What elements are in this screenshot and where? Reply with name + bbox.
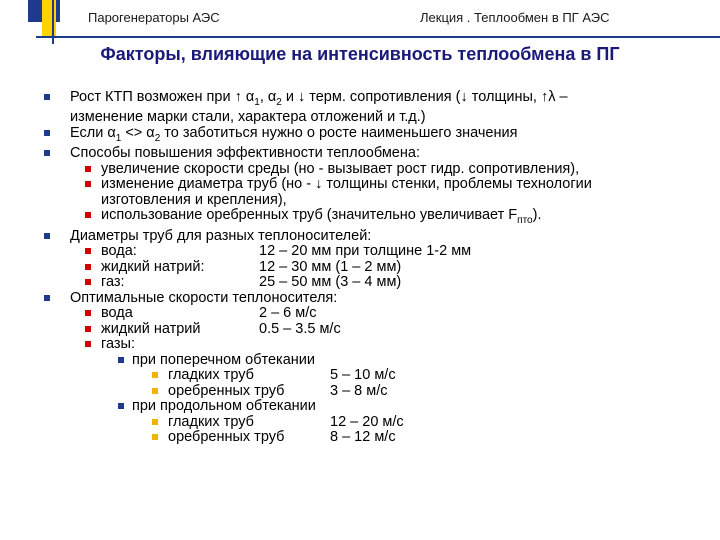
sub-sub-sub-list-item <box>44 384 714 400</box>
item-text: Способы повышения эффективности теплообмена: <box>70 145 420 162</box>
slide-content <box>44 90 714 446</box>
sub-list-item <box>44 306 714 322</box>
sub-list-item <box>44 177 714 193</box>
bullet-yellow-icon <box>152 372 158 378</box>
item-value: 2 – 6 м/с <box>259 305 317 322</box>
item-label: оребренных труб <box>168 429 285 446</box>
bullet-red-icon <box>85 264 91 270</box>
bullet-red-icon <box>85 341 91 347</box>
sub-sub-sub-list-item <box>44 430 714 446</box>
bullet-red-icon <box>85 326 91 332</box>
item-text: использование оребренных труб (значительно увеличивает F <box>101 207 518 224</box>
item-text: Рост КТП возможен при ↑ α <box>70 89 255 105</box>
subscript: пто <box>517 215 533 227</box>
item-text: Диаметры труб для разных теплоносителей: <box>70 227 372 244</box>
bullet-red-icon <box>85 248 91 254</box>
header-lecture-title: Лекция . Теплообмен в ПГ АЭС <box>420 10 610 25</box>
sub-list-item <box>44 162 714 178</box>
item-value: 12 – 20 м/с <box>330 413 404 430</box>
sub-list-item <box>44 260 714 276</box>
list-item <box>44 291 714 307</box>
item-value: 25 – 50 мм (3 – 4 мм) <box>259 274 402 291</box>
bullet-yellow-icon <box>152 419 158 425</box>
bullet-square-icon <box>44 94 50 100</box>
header-horizontal-line <box>36 36 720 38</box>
item-text: при поперечном обтекании <box>132 351 315 368</box>
sub-list-item <box>44 244 714 260</box>
item-text: , α <box>259 89 277 105</box>
item-text: при продольном обтекании <box>132 398 316 415</box>
item-label: газ: <box>101 274 125 291</box>
subscript: 2 <box>276 96 282 108</box>
bullet-blue-icon <box>118 403 124 409</box>
sub-sub-sub-list-item <box>44 368 714 384</box>
item-value: 8 – 12 м/с <box>330 429 396 446</box>
item-label: гладких труб <box>168 367 254 384</box>
item-continuation: изготовления и крепления), <box>101 191 287 208</box>
item-value: 12 – 30 мм (1 – 2 мм) <box>259 258 402 275</box>
item-label: вода: <box>101 243 137 260</box>
item-value: 5 – 10 м/с <box>330 367 396 384</box>
sub-list-item <box>44 322 714 338</box>
item-label: газы: <box>101 336 135 353</box>
item-continuation: изменение марки стали, характера отложений и т.д.) <box>70 109 426 126</box>
item-label: оребренных труб <box>168 382 285 399</box>
item-value: 3 – 8 м/с <box>330 382 388 399</box>
bullet-red-icon <box>85 212 91 218</box>
item-text: <> α <box>121 124 155 141</box>
list-item <box>44 146 714 162</box>
bullet-red-icon <box>85 181 91 187</box>
item-text: то заботиться нужно о росте наименьшего значения <box>160 124 518 141</box>
bullet-square-icon <box>44 150 50 156</box>
item-text: ). <box>532 207 542 224</box>
list-item <box>44 229 714 245</box>
item-label: гладких труб <box>168 413 254 430</box>
bullet-red-icon <box>85 166 91 172</box>
item-text: Оптимальные скорости теплоносителя: <box>70 289 338 306</box>
bullet-square-icon <box>44 233 50 239</box>
bullet-square-icon <box>44 130 50 136</box>
bullet-red-icon <box>85 310 91 316</box>
header-course-title: Парогенераторы АЭС <box>88 10 220 25</box>
sub-list-item <box>44 275 714 291</box>
sub-list-item <box>44 337 714 353</box>
item-label: жидкий натрий: <box>101 258 205 275</box>
sub-list-item <box>44 208 714 228</box>
slide-title: Факторы, влияющие на интенсивность теплообмена в ПГ <box>100 44 620 64</box>
list-item <box>44 90 714 110</box>
item-value: 12 – 20 мм при толщине 1-2 мм <box>259 243 472 260</box>
item-label: вода <box>101 305 133 322</box>
item-label: жидкий натрий <box>101 320 201 337</box>
bullet-yellow-icon <box>152 388 158 394</box>
subscript: 1 <box>115 132 122 144</box>
list-item <box>44 126 714 146</box>
sub-sub-list-item <box>44 353 714 369</box>
item-text: изменение диаметра труб (но - ↓ толщины стенки, проблемы технологии <box>101 176 592 193</box>
bullet-blue-icon <box>118 357 124 363</box>
item-text: увеличение скорости среды (но - вызывает рост гидр. сопротивления), <box>101 160 580 177</box>
item-text: и ↓ терм. сопротивления (↓ толщины, ↑λ – <box>281 89 568 105</box>
sub-sub-list-item <box>44 399 714 415</box>
subscript: 2 <box>154 132 161 144</box>
bullet-yellow-icon <box>152 434 158 440</box>
bullet-red-icon <box>85 279 91 285</box>
subscript: 1 <box>254 96 260 108</box>
sub-sub-sub-list-item <box>44 415 714 431</box>
item-value: 0.5 – 3.5 м/с <box>259 320 341 337</box>
bullet-square-icon <box>44 295 50 301</box>
item-text: Если α <box>70 124 116 141</box>
